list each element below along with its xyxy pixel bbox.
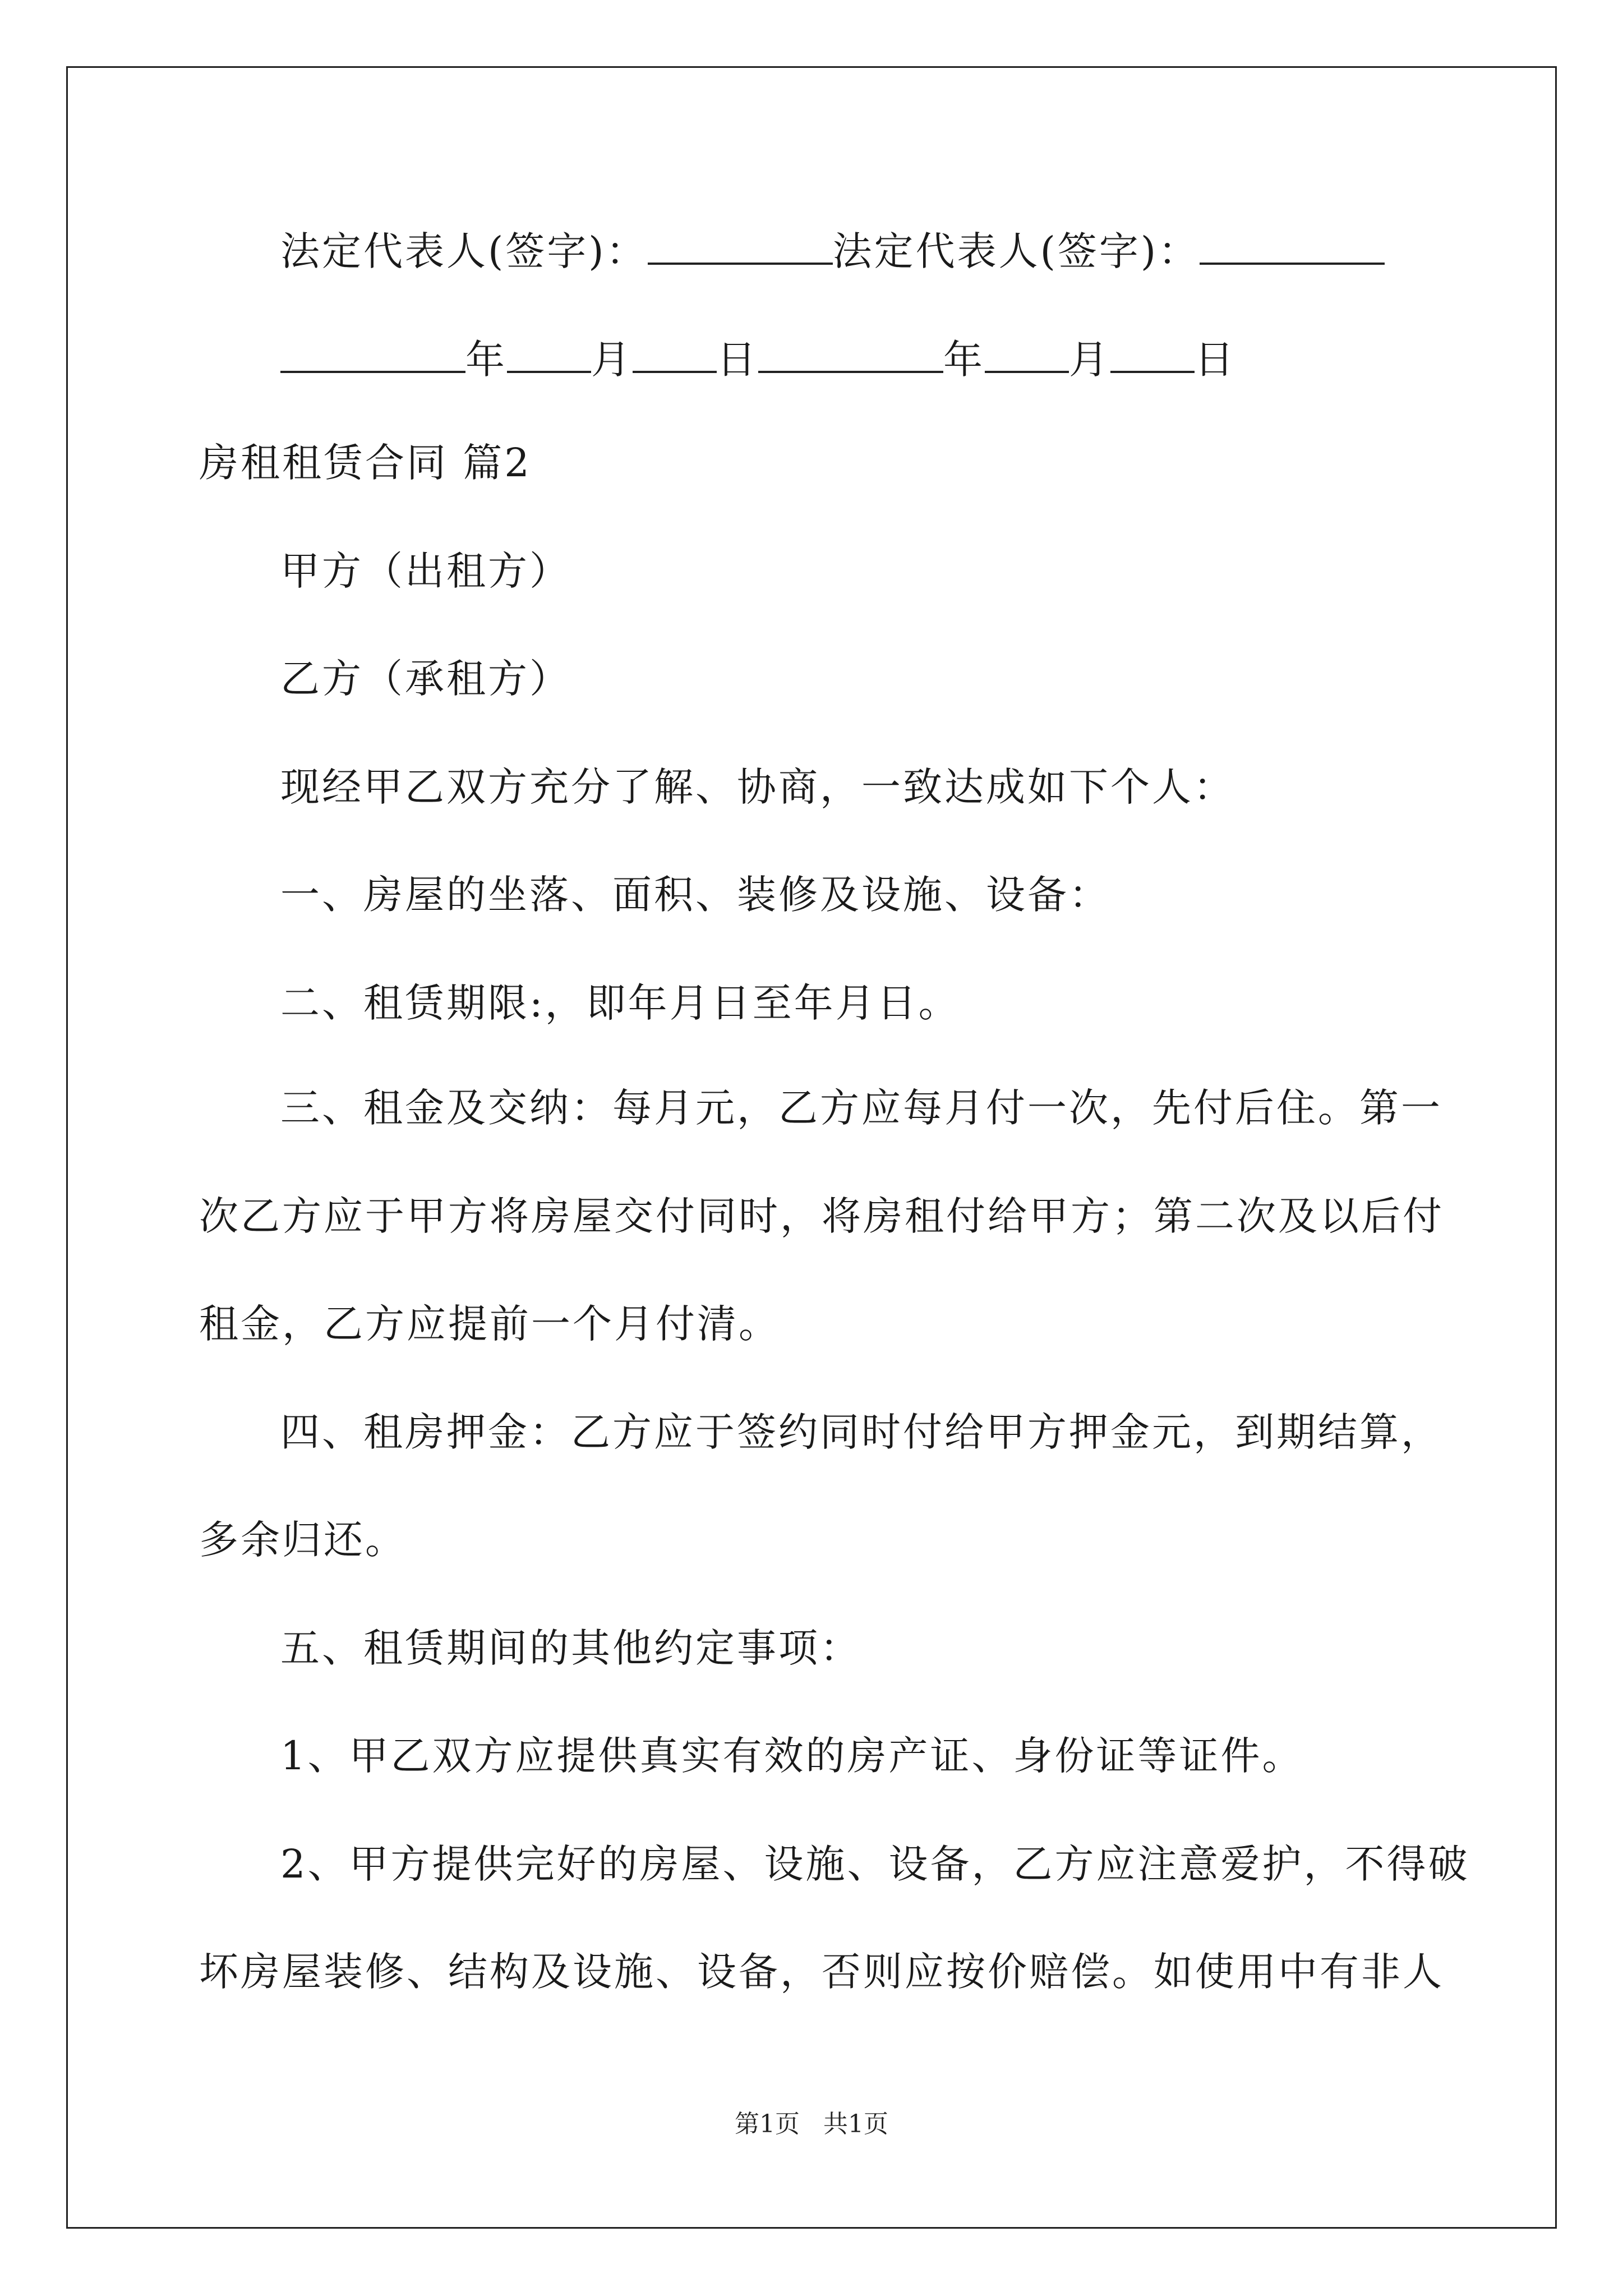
section-title: 房租租赁合同 篇2 bbox=[199, 440, 532, 486]
party-a-line: 甲方（出租方） bbox=[280, 548, 571, 594]
signature-label-a: 法定代表人(签字)： bbox=[280, 228, 648, 274]
item-2-line-1: 2、甲方提供完好的房屋、设施、设备，乙方应注意爱护，不得破 bbox=[280, 1841, 1470, 1887]
clause-1: 一、房屋的坐落、面积、装修及设施、设备： bbox=[280, 872, 1110, 918]
signature-line bbox=[280, 228, 1385, 274]
date-blank-year-a[interactable] bbox=[280, 338, 465, 373]
day-label-a: 日 bbox=[717, 337, 758, 383]
clause-4-line-1: 四、租房押金：乙方应于签约同时付给甲方押金元，到期结算， bbox=[280, 1409, 1442, 1455]
date-blank-month-b[interactable] bbox=[985, 338, 1069, 373]
page-frame bbox=[66, 66, 1557, 2229]
signature-blank-b[interactable] bbox=[1200, 230, 1385, 265]
party-b-line: 乙方（承租方） bbox=[280, 656, 571, 702]
page-footer: 第1页 共1页 bbox=[735, 2110, 888, 2138]
item-2-line-2: 坏房屋装修、结构及设施、设备，否则应按价赔偿。如使用中有非人 bbox=[199, 1949, 1444, 1995]
clause-3-line-2: 次乙方应于甲方将房屋交付同时，将房租付给甲方；第二次及以后付 bbox=[199, 1193, 1444, 1239]
month-label-b: 月 bbox=[1069, 337, 1110, 383]
signature-label-b: 法定代表人(签字)： bbox=[832, 228, 1200, 274]
clause-2: 二、租赁期限:，即年月日至年月日。 bbox=[280, 980, 960, 1026]
signature-blank-a[interactable] bbox=[648, 230, 833, 265]
clause-3-line-1: 三、租金及交纳：每月元，乙方应每月付一次，先付后住。第一 bbox=[280, 1085, 1442, 1131]
day-label-b: 日 bbox=[1195, 337, 1236, 383]
date-blank-day-b[interactable] bbox=[1110, 338, 1195, 373]
year-label-a: 年 bbox=[465, 337, 507, 383]
date-blank-month-a[interactable] bbox=[507, 338, 591, 373]
intro-paragraph: 现经甲乙双方充分了解、协商，一致达成如下个人： bbox=[280, 764, 1235, 810]
date-blank-day-a[interactable] bbox=[633, 338, 717, 373]
date-blank-year-b[interactable] bbox=[758, 338, 943, 373]
date-line bbox=[280, 337, 1236, 383]
clause-3-line-3: 租金，乙方应提前一个月付清。 bbox=[199, 1301, 780, 1347]
month-label-a: 月 bbox=[591, 337, 633, 383]
item-1: 1、甲乙双方应提供真实有效的房产证、身份证等证件。 bbox=[280, 1733, 1304, 1779]
clause-4-line-2: 多余归还。 bbox=[199, 1517, 407, 1563]
year-label-b: 年 bbox=[943, 337, 985, 383]
clause-5: 五、租赁期间的其他约定事项： bbox=[280, 1625, 861, 1671]
